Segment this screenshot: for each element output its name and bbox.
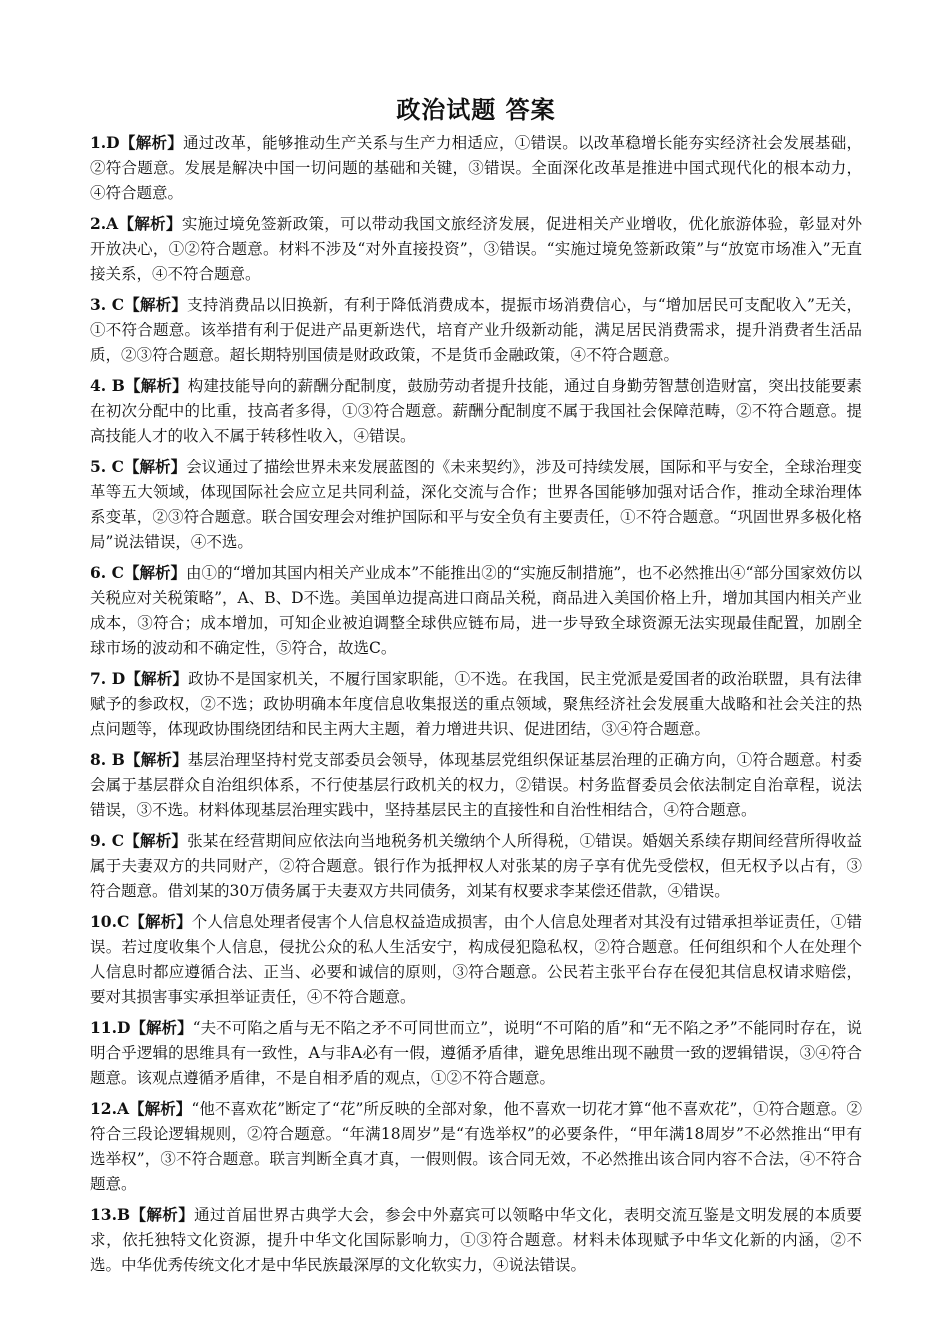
page-title: 政治试题 答案 (396, 95, 556, 124)
answer-item-12 (90, 1096, 862, 1197)
answer-text: 通过改革，能够推动生产关系与生产力相适应，①错误。以改革稳增长能夯实经济社会发展基础，②符合题意。发展是解决中国一切问题的基础和关键，③错误。全面深化改革是推进中国式现代化的根本动力，④符合题意。 (90, 134, 862, 202)
answer-head: 9. C【解析】 (90, 831, 188, 850)
answer-item-8 (90, 747, 862, 823)
answer-head: 4. B【解析】 (90, 376, 188, 395)
answer-item-4 (90, 373, 862, 449)
answer-text: 基层治理坚持村党支部委员会领导，体现基层党组织保证基层治理的正确方向，①符合题意。村委会属于基层群众自治组织体系，不行使基层行政机关的权力，②错误。村务监督委员会依法制定自治章程，说法错误，③不选。材料体现基层治理实践中，坚持基层民主的直接性和自治性相结合，④符合题意。 (90, 751, 862, 819)
answer-item-7 (90, 666, 862, 742)
answer-sheet (90, 94, 862, 1283)
answer-head: 2.A【解析】 (90, 214, 182, 233)
answer-head: 8. B【解析】 (90, 750, 188, 769)
answer-item-5 (90, 454, 862, 555)
answer-item-3 (90, 292, 862, 368)
answer-text: 个人信息处理者侵害个人信息权益造成损害，由个人信息处理者对其没有过错承担举证责任，①错误。若过度收集个人信息，侵扰公众的私人生活安宁，构成侵犯隐私权，②符合题意。任何组织和个人在处理个人信息时都应遵循合法、正当、必要和诚信的原则，③符合题意。公民若主张平台存在侵犯其信息权请求赔偿，要对其损害事实承担举证责任，④不符合题意。 (90, 913, 862, 1006)
answer-item-9 (90, 828, 862, 904)
answer-text: 通过首届世界古典学大会，参会中外嘉宾可以领略中华文化，表明交流互鉴是文明发展的本质要求，依托独特文化资源，提升中华文化国际影响力，①③符合题意。材料未体现赋予中华文化新的内涵，②不选。中华优秀传统文化才是中华民族最深厚的文化软实力，④说法错误。 (90, 1206, 862, 1274)
answer-item-1 (90, 130, 862, 206)
answer-text: “夫不可陷之盾与无不陷之矛不可同世而立”，说明“不可陷的盾”和“无不陷之矛”不能同时存在，说明合乎逻辑的思维具有一致性，A与非A必有一假，遵循矛盾律，避免思维出现不融贯一致的逻辑错误，③④符合题意。该观点遵循矛盾律，不是自相矛盾的观点，①②不符合题意。 (90, 1019, 862, 1087)
answer-text: 会议通过了描绘世界未来发展蓝图的《未来契约》，涉及可持续发展，国际和平与安全，全球治理变革等五大领域，体现国际社会应立足共同利益，深化交流与合作；世界各国能够加强对话合作，推动全球治理体系变革，②③符合题意。联合国安理会对维护国际和平与安全负有主要责任，①不符合题意。“巩固世界多极化格局”说法错误，④不选。 (90, 458, 862, 551)
answer-item-13 (90, 1202, 862, 1278)
answer-head: 13.B【解析】 (90, 1205, 195, 1224)
answer-head: 10.C【解析】 (90, 912, 192, 931)
answer-head: 12.A【解析】 (90, 1099, 192, 1118)
answer-text: 支持消费品以旧换新，有利于降低消费成本，提振市场消费信心，与“增加居民可支配收入”无关，①不符合题意。该举措有利于促进产品更新迭代，培育产业升级新动能，满足居民消费需求，提升消费者生活品质，②③符合题意。超长期特别国债是财政政策，不是货币金融政策，④不符合题意。 (90, 296, 862, 364)
answer-text: 实施过境免签新政策，可以带动我国文旅经济发展，促进相关产业增收，优化旅游体验，彰显对外开放决心，①②符合题意。材料不涉及“对外直接投资”，③错误。“实施过境免签新政策”与“放宽市场准入”无直接关系，④不符合题意。 (90, 215, 862, 283)
answer-head: 11.D【解析】 (90, 1018, 193, 1037)
answer-item-11 (90, 1015, 862, 1091)
answer-text: 由①的“增加其国内相关产业成本”不能推出②的“实施反制措施”，也不必然推出④“部分国家效仿以关税应对关税策略”，A、B、D不选。美国单边提高进口商品关税，商品进入美国价格上升，增加其国内相关产业成本，③符合；成本增加，可知企业被迫调整全球供应链布局，进一步导致全球资源无法实现最佳配置，加剧全球市场的波动和不确定性，⑤符合，故选C。 (90, 564, 862, 657)
answer-text: 张某在经营期间应依法向当地税务机关缴纳个人所得税，①错误。婚姻关系续存期间经营所得收益属于夫妻双方的共同财产，②符合题意。银行作为抵押权人对张某的房子享有优先受偿权，但无权予以占有，③符合题意。借刘某的30万债务属于夫妻双方共同债务，刘某有权要求李某偿还借款，④错误。 (90, 832, 862, 900)
answer-text: 政协不是国家机关，不履行国家职能，①不选。在我国，民主党派是爱国者的政治联盟，具有法律赋予的参政权，②不选；政协明确本年度信息收集报送的重点领域，聚焦经济社会发展重大战略和社会关注的热点问题等，体现政协围绕团结和民主两大主题，着力增进共识、促进团结，③④符合题意。 (90, 670, 862, 738)
answer-head: 1.D【解析】 (90, 133, 184, 152)
answer-head: 5. C【解析】 (90, 457, 187, 476)
answer-item-10 (90, 909, 862, 1010)
answer-head: 7. D【解析】 (90, 669, 189, 688)
answer-item-2 (90, 211, 862, 287)
answer-text: 构建技能导向的薪酬分配制度，鼓励劳动者提升技能，通过自身勤劳智慧创造财富，突出技能要素在初次分配中的比重，技高者多得，①③符合题意。薪酬分配制度不属于我国社会保障范畴，②不符合题意。提高技能人才的收入不属于转移性收入，④错误。 (90, 377, 862, 445)
answer-head: 3. C【解析】 (90, 295, 188, 314)
answer-head: 6. C【解析】 (90, 563, 187, 582)
answer-item-6 (90, 560, 862, 661)
answer-text: “他不喜欢花”断定了“花”所反映的全部对象，他不喜欢一切花才算“他不喜欢花”，①符合题意。②符合三段论逻辑规则，②符合题意。“年满18周岁”是“有选举权”的必要条件，“甲年满18周岁”不必然推出“甲有选举权”，③不符合题意。联言判断全真才真，一假则假。该合同无效，不必然推出该合同内容不合法，④不符合题意。 (90, 1100, 862, 1193)
